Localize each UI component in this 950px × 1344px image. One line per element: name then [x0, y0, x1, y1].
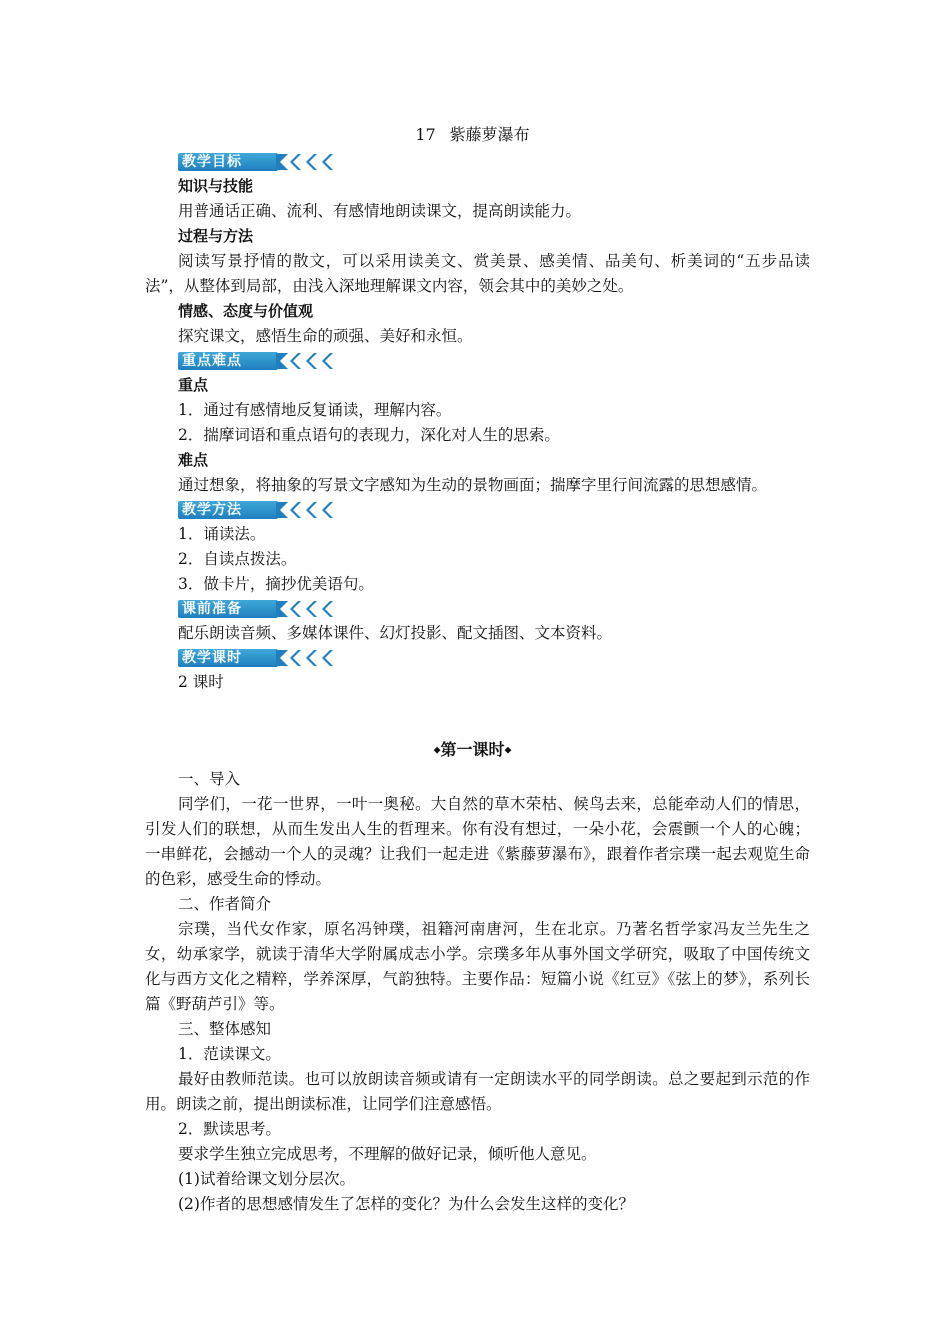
list-item: 2．自读点拨法。 — [178, 550, 297, 568]
document-page — [145, 120, 810, 1217]
paragraph: 同学们，一花一世界，一叶一奥秘。大自然的草木荣枯、候鸟去来，总能牵动人们的情思，引发人们的联想，从而生发出人生的哲理来。你有没有想过，一朵小花，会震颤一个人的心魄；一串鲜花，会撼动一个人的灵魂？让我们一起走进《紫藤萝瀑布》，跟着作者宗璞一起去观览生命的色彩，感受生命的悸动。 — [145, 795, 810, 888]
text-hours: 2 课时 — [178, 673, 224, 691]
section-heading: 二、作者简介 — [178, 895, 272, 913]
text-prep: 配乐朗读音频、多媒体课件、幻灯投影、配文插图、文本资料。 — [178, 624, 613, 642]
list-item: 2．揣摩词语和重点语句的表现力，深化对人生的思索。 — [178, 426, 560, 444]
chevrons-icon — [276, 499, 346, 521]
text-process: 阅读写景抒情的散文，可以采用读美文、赏美景、感美情、品美句、析美词的“五步品读法”，从整体到局部，由浅入深地理解课文内容，领会其中的美妙之处。 — [145, 252, 810, 295]
list-item: 1．通过有感情地反复诵读，理解内容。 — [178, 401, 452, 419]
section-title-lesson1 — [135, 733, 810, 767]
question-item: (2)作者的思想感情发生了怎样的变化？为什么会发生这样的变化？ — [178, 1195, 634, 1213]
banner-hours-label: 教学课时 — [182, 650, 242, 666]
banner-methods — [178, 498, 810, 522]
banner-hours — [178, 646, 810, 670]
banner-objectives — [178, 150, 810, 174]
paragraph: 要求学生独立完成思考，不理解的做好记录，倾听他人意见。 — [178, 1145, 597, 1163]
lesson-name: 紫藤萝瀑布 — [449, 125, 530, 144]
chevrons-icon — [276, 151, 346, 173]
banner-keypoints — [178, 349, 810, 373]
text-knowledge: 用普通话正确、流利、有感情地朗读课文，提高朗读能力。 — [178, 202, 582, 220]
list-item: 3．做卡片，摘抄优美语句。 — [178, 575, 374, 593]
text-emotion: 探究课文，感悟生命的顽强、美好和永恒。 — [178, 327, 473, 345]
heading-difficulty: 难点 — [178, 451, 209, 469]
ornament-icon: ◆ — [504, 745, 512, 756]
banner-prep — [178, 597, 810, 621]
banner-methods-label: 教学方法 — [182, 502, 242, 518]
heading-key: 重点 — [178, 376, 209, 394]
paragraph: 宗璞，当代女作家，原名冯钟璞，祖籍河南唐河，生在北京。乃著名哲学家冯友兰先生之女，幼承家学，就读于清华大学附属成志小学。宗璞多年从事外国文学研究，吸取了中国传统文化与西方文化之精粹，学养深厚，气韵独特。主要作品：短篇小说《红豆》《弦上的梦》，系列长篇《野葫芦引》等。 — [145, 920, 810, 1013]
chevrons-icon — [276, 350, 346, 372]
lesson-number: 17 — [415, 125, 436, 144]
lesson-title — [135, 120, 810, 150]
heading-emotion: 情感、态度与价值观 — [178, 302, 314, 320]
section-title-text: 第一课时 — [440, 740, 505, 759]
heading-process: 过程与方法 — [178, 227, 254, 245]
paragraph: 最好由教师范读。也可以放朗读音频或请有一定朗读水平的同学朗读。总之要起到示范的作用。朗读之前，提出朗读标准，让同学们注意感悟。 — [145, 1070, 810, 1113]
ornament-icon: ◆ — [433, 745, 441, 756]
section-heading: 一、导入 — [178, 770, 241, 788]
chevrons-icon — [276, 598, 346, 620]
question-item: (1)试着给课文划分层次。 — [178, 1170, 355, 1188]
section-heading: 三、整体感知 — [178, 1020, 272, 1038]
banner-prep-label: 课前准备 — [182, 601, 242, 617]
subsection-heading: 1．范读课文。 — [178, 1045, 281, 1063]
heading-knowledge: 知识与技能 — [178, 177, 254, 195]
banner-objectives-label: 教学目标 — [182, 154, 242, 170]
list-item: 1．诵读法。 — [178, 525, 266, 543]
banner-keypoints-label: 重点难点 — [182, 353, 242, 369]
text-difficulty: 通过想象，将抽象的写景文字感知为生动的景物画面；揣摩字里行间流露的思想感情。 — [178, 476, 768, 494]
subsection-heading: 2．默读思考。 — [178, 1120, 281, 1138]
chevrons-icon — [276, 647, 346, 669]
